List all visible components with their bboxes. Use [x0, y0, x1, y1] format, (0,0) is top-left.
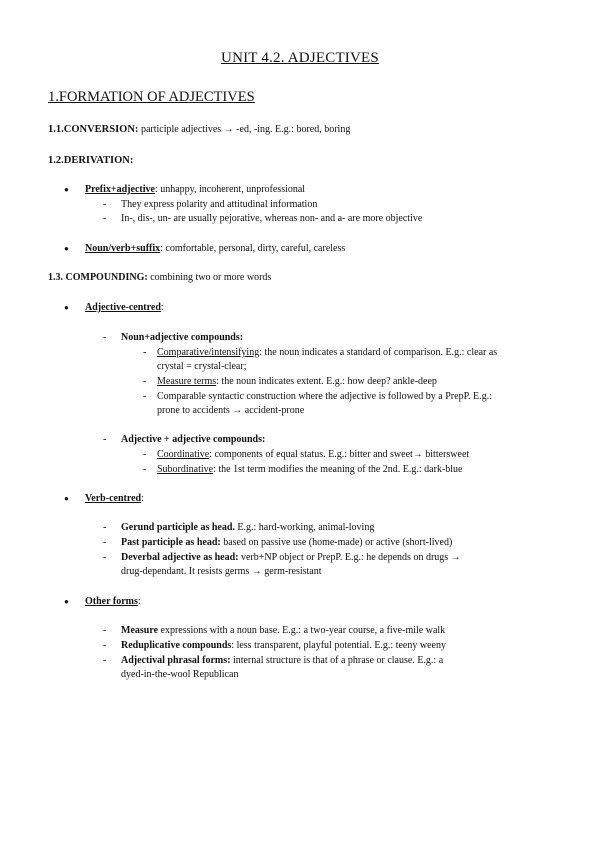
adjective-adjective-heading: Adjective + adjective compounds:	[121, 434, 266, 445]
prefix-text: : unhappy, incoherent, unprofessional	[154, 184, 306, 195]
noun-adj-item-1	[157, 346, 549, 374]
noun-adj-item-3	[157, 390, 549, 418]
item-text: : components of equal status. E.g.: bitter and sweet→ bittersweet	[209, 449, 470, 460]
dash-icon: -	[143, 449, 147, 460]
item-text: Comparable syntactic construction where the adjective is followed by a PrepP. E.g.:	[157, 391, 492, 402]
dash-icon: -	[143, 464, 147, 475]
adj-adj-item-2	[157, 463, 463, 476]
item-text: expressions with a noun base. E.g.: a two-year course, a five-mile walk	[158, 625, 446, 636]
prefix-sub-2: In-, dis-, un- are usually pejorative, whereas non- and a- are more objective	[121, 213, 423, 224]
section-heading-formation: 1.FORMATION OF ADJECTIVES	[48, 89, 255, 105]
dash-icon: -	[103, 552, 107, 563]
other-item-2	[121, 639, 446, 652]
item-continuation: crystal = crystal-clear;	[157, 361, 247, 372]
item-continuation: prone to accidents → accident-prone	[157, 405, 305, 416]
bullet-icon: ●	[64, 185, 69, 194]
dash-icon: -	[143, 376, 147, 387]
suffix-item	[85, 242, 345, 255]
dash-icon: -	[103, 537, 107, 548]
conversion-paragraph	[48, 123, 350, 136]
dash-icon: -	[143, 347, 147, 358]
dash-icon: -	[103, 332, 107, 343]
adjective-centred-label: Adjective-centred	[85, 302, 161, 313]
other-forms-heading: Other forms:	[85, 596, 141, 607]
dash-icon: -	[103, 655, 107, 666]
verb-centred-heading: Verb-centred:	[85, 493, 144, 504]
item-term: Measure terms	[157, 376, 217, 387]
compounding-paragraph	[48, 271, 271, 284]
item-text: : the 1st term modifies the meaning of the 2nd. E.g.: dark-blue	[213, 464, 463, 475]
item-term: Subordinative	[157, 464, 214, 475]
item-text: E.g.: hard-working, animal-loving	[234, 522, 375, 533]
adj-adj-item-1	[157, 448, 469, 461]
item-text: : the noun indicates a standard of comparison. E.g.: clear as	[259, 347, 498, 358]
other-forms-label: Other forms	[85, 596, 138, 607]
item-text: internal structure is that of a phrase or clause. E.g.: a	[230, 655, 444, 666]
item-text: : less transparent, playful potential. E.g.: teeny weeny	[231, 640, 446, 651]
dash-icon: -	[103, 199, 107, 210]
item-term: Comparative/intensifying	[157, 347, 260, 358]
item-term: Reduplicative compounds	[121, 640, 232, 651]
other-item-1	[121, 624, 445, 637]
dash-icon: -	[103, 213, 107, 224]
conversion-label: 1.1.CONVERSION:	[48, 124, 139, 135]
item-term: Gerund participle as head.	[121, 522, 235, 533]
verb-item-1	[121, 521, 374, 534]
item-text: : the noun indicates extent. E.g.: how deep? ankle-deep	[216, 376, 437, 387]
page-title: UNIT 4.2. ADJECTIVES	[221, 50, 379, 66]
item-term: Coordinative	[157, 449, 210, 460]
dash-icon: -	[103, 625, 107, 636]
dash-icon: -	[103, 640, 107, 651]
suffix-text: : comfortable, personal, dirty, careful, careless	[160, 243, 346, 254]
suffix-label: Noun/verb+suffix	[85, 243, 161, 254]
noun-adjective-heading: Noun+adjective compounds:	[121, 332, 244, 343]
item-term: Adjectival phrasal forms:	[121, 655, 231, 666]
adjective-centred-heading: Adjective-centred:	[85, 302, 164, 313]
prefix-label: Prefix+adjective	[85, 184, 155, 195]
derivation-heading: 1.2.DERIVATION:	[48, 155, 134, 166]
conversion-text: participle adjectives → -ed, -ing. E.g.: bored, boring	[138, 124, 351, 135]
bullet-icon: ●	[64, 244, 69, 253]
item-text: based on passive use (home-made) or active (short-lived)	[220, 537, 453, 548]
dash-icon: -	[143, 391, 147, 402]
item-term: Past participle as head:	[121, 537, 221, 548]
prefix-sub-1: They express polarity and attitudinal information	[121, 199, 318, 210]
prefix-item	[85, 183, 305, 196]
item-text: verb+NP object or PrepP. E.g.: he depends on drugs →	[238, 552, 461, 563]
bullet-icon: ●	[64, 494, 69, 503]
item-continuation: drug-dependant. It resists germs → germ-resistant	[121, 566, 322, 577]
dash-icon: -	[103, 434, 107, 445]
item-term: Deverbal adjective as head:	[121, 552, 239, 563]
item-term: Measure	[121, 625, 159, 636]
other-item-3	[121, 654, 549, 682]
verb-item-3	[121, 551, 549, 579]
compounding-text: combining two or more words	[147, 272, 272, 283]
verb-item-2	[121, 536, 452, 549]
item-continuation: dyed-in-the-wool Republican	[121, 669, 239, 680]
bullet-icon: ●	[64, 303, 69, 312]
bullet-icon: ●	[64, 597, 69, 606]
dash-icon: -	[103, 522, 107, 533]
verb-centred-label: Verb-centred	[85, 493, 142, 504]
compounding-label: 1.3. COMPOUNDING:	[48, 272, 148, 283]
noun-adj-item-2	[157, 375, 437, 388]
